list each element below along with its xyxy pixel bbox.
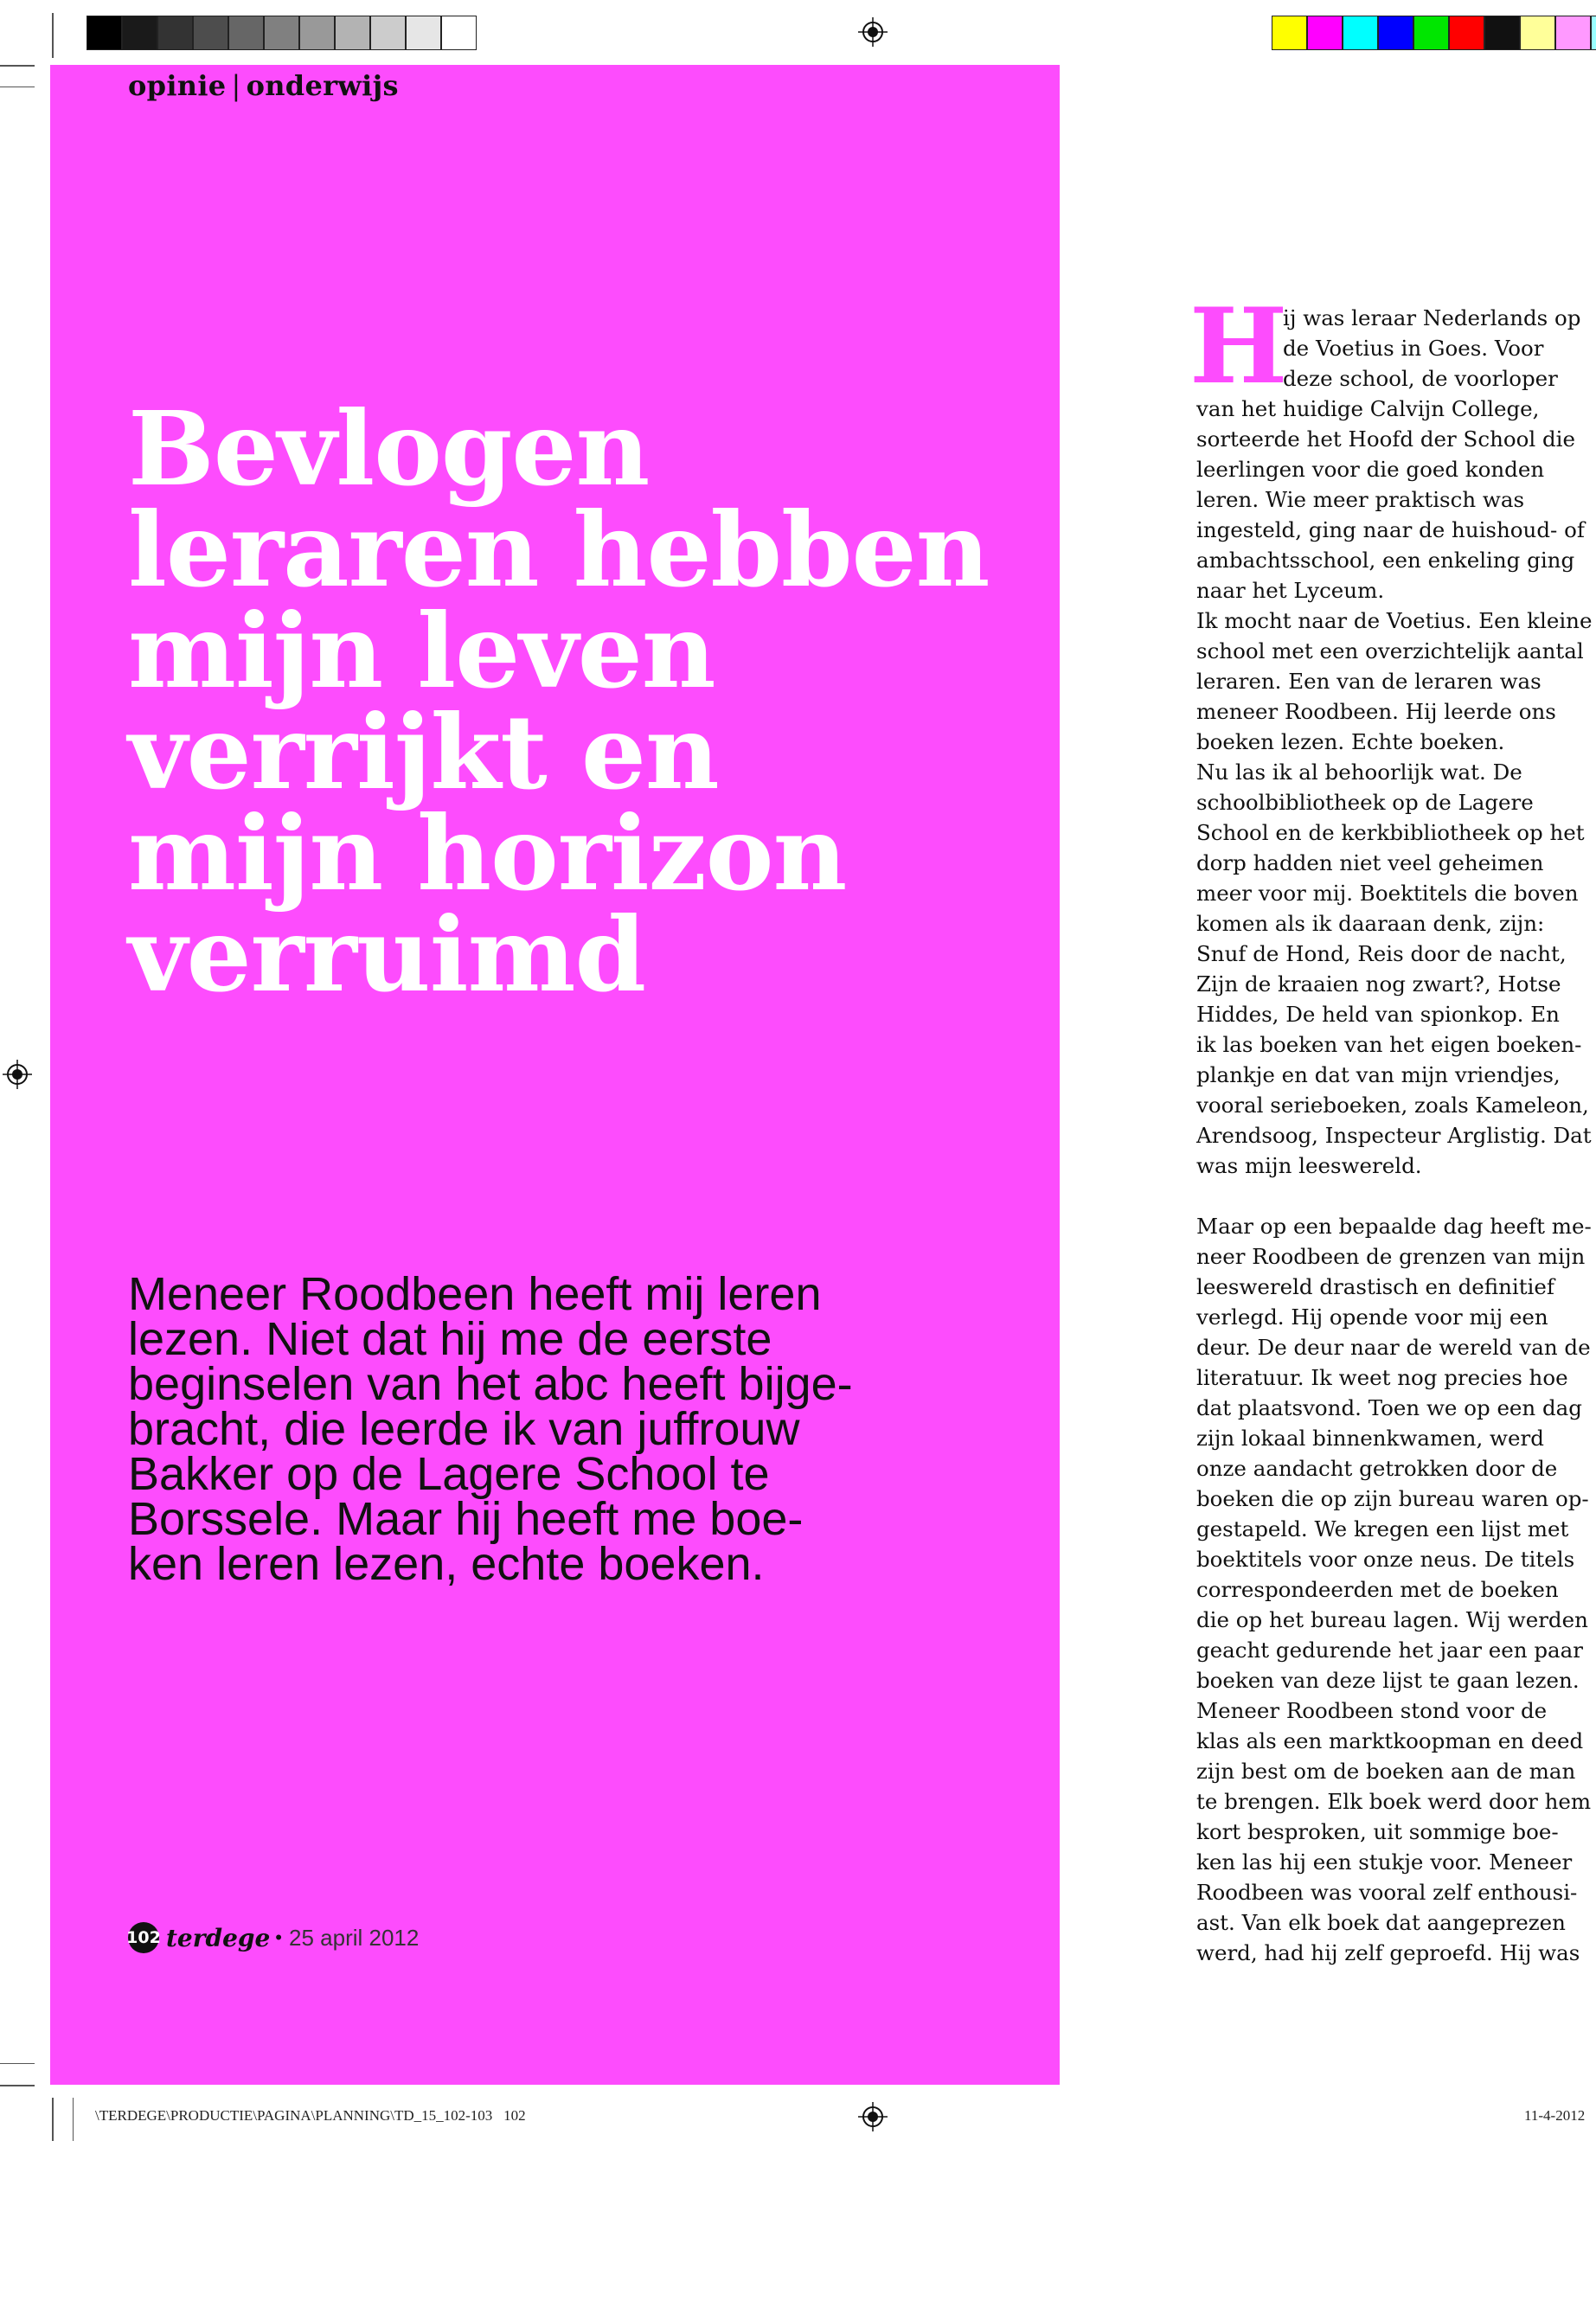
gray-swatch: [87, 16, 122, 50]
headline-line: mijn leven: [128, 591, 715, 711]
article-line: komen als ik daaraan denk, zijn:: [1196, 911, 1545, 936]
article-line: ij was leraar Nederlands op: [1283, 305, 1581, 330]
article-line: Maar op een bepaalde dag heeft me-: [1196, 1214, 1592, 1239]
color-swatch: [1413, 16, 1449, 50]
section-category: opinie: [128, 69, 227, 102]
article-line: boektitels voor onze neus. De titels: [1196, 1547, 1575, 1572]
intro-line: Meneer Roodbeen heeft mij leren: [128, 1268, 822, 1320]
crop-mark: [0, 2085, 35, 2086]
intro-line: beginselen van het abc heeft bijge-: [128, 1358, 853, 1410]
article-line: meneer Roodbeen. Hij leerde ons: [1196, 699, 1556, 724]
gray-swatch: [441, 16, 477, 50]
article-line: Zijn de kraaien nog zwart?, Hotse: [1196, 971, 1561, 997]
article-line: sorteerde het Hoofd der School die: [1196, 426, 1575, 452]
article-line: deur. De deur naar de wereld van de: [1196, 1335, 1591, 1360]
color-swatch: [1343, 16, 1378, 50]
color-swatch: [1591, 16, 1596, 50]
section-topic: onderwijs: [246, 69, 399, 102]
article-line: was mijn leeswereld.: [1196, 1153, 1422, 1178]
article-line: de Voetius in Goes. Voor: [1283, 336, 1544, 361]
registration-mark-icon: [858, 17, 888, 47]
headline-line: mijn horizon: [128, 793, 847, 913]
intro-line: Borssele. Maar hij heeft me boe-: [128, 1493, 804, 1545]
article-line: ken las hij een stukje voor. Meneer: [1196, 1849, 1573, 1875]
drop-cap: H: [1189, 285, 1288, 407]
article-line: zijn best om de boeken aan de man: [1196, 1759, 1576, 1784]
article-line: plankje en dat van mijn vriendjes,: [1196, 1062, 1561, 1087]
article-body: [1189, 285, 1593, 1968]
crop-mark: [73, 2098, 74, 2141]
page-footer: [128, 1920, 419, 1955]
article-line: ast. Van elk boek dat aangeprezen: [1196, 1910, 1566, 1935]
gray-swatch: [335, 16, 370, 50]
article-line: Roodbeen was vooral zelf enthousi-: [1196, 1880, 1578, 1905]
slug-path: [95, 2107, 526, 2125]
article-line: deze school, de voorloper: [1283, 366, 1558, 391]
article-line: kort besproken, uit sommige boe-: [1196, 1819, 1559, 1844]
gray-swatch: [193, 16, 228, 50]
slug-page: 102: [503, 2107, 526, 2124]
headline-line: leraren hebben: [128, 490, 990, 610]
article-line: neer Roodbeen de grenzen van mijn: [1196, 1244, 1586, 1269]
registration-mark-icon: [858, 2102, 888, 2131]
slug-date: 11-4-2012: [1524, 2107, 1586, 2124]
gray-swatch: [299, 16, 335, 50]
gray-swatch: [370, 16, 406, 50]
color-swatch: [1307, 16, 1343, 50]
article-line: ik las boeken van het eigen boeken-: [1196, 1032, 1582, 1057]
intro-line: lezen. Niet dat hij me de eerste: [128, 1313, 772, 1365]
article-line: vooral serieboeken, zoals Kameleon,: [1196, 1093, 1589, 1118]
gray-swatch: [157, 16, 193, 50]
headline-line: Bevlogen: [128, 388, 650, 509]
intro-line: bracht, die leerde ik van juffrouw: [128, 1403, 800, 1455]
article-line: leeswereld drastisch en definitief: [1196, 1274, 1554, 1299]
crop-mark: [52, 2098, 54, 2141]
article-line: Snuf de Hond, Reis door de nacht,: [1196, 941, 1567, 966]
article-line: Nu las ik al behoorlijk wat. De: [1196, 760, 1522, 785]
gray-swatch: [228, 16, 264, 50]
article-line: leerlingen voor die goed konden: [1196, 457, 1545, 482]
article-line: werd, had hij zelf geproefd. Hij was: [1196, 1940, 1580, 1965]
article-line: School en de kerkbibliotheek op het: [1196, 820, 1585, 845]
article-line: Ik mocht naar de Voetius. Een kleine: [1196, 608, 1593, 633]
article-line: te brengen. Elk boek werd door hem: [1196, 1789, 1592, 1814]
article-line: leraren. Een van de leraren was: [1196, 669, 1542, 694]
article-line: Meneer Roodbeen stond voor de: [1196, 1698, 1548, 1723]
article-line: meer voor mij. Boektitels die boven: [1196, 881, 1579, 906]
article-line: die op het bureau lagen. Wij werden: [1196, 1607, 1588, 1632]
article-line: ingesteld, ging naar de huishoud- of: [1196, 517, 1585, 542]
article-line: schoolbibliotheek op de Lagere: [1196, 790, 1534, 815]
crop-mark: [52, 13, 54, 58]
article-line: literatuur. Ik weet nog precies hoe: [1196, 1365, 1568, 1390]
article-line: Hiddes, De held van spionkop. En: [1196, 1002, 1560, 1027]
gray-swatch: [264, 16, 299, 50]
headline-line: verruimd: [128, 894, 645, 1015]
article-line: klas als een marktkoopman en deed: [1196, 1728, 1584, 1753]
article-line: geacht gedurende het jaar een paar: [1196, 1638, 1583, 1663]
article-line: van het huidige Calvijn College,: [1196, 396, 1540, 421]
article-line: leren. Wie meer praktisch was: [1196, 487, 1525, 512]
article-line: naar het Lyceum.: [1196, 578, 1385, 603]
section-label: [128, 69, 399, 102]
color-swatch: [1378, 16, 1413, 50]
article-line: school met een overzichtelijk aantal: [1196, 638, 1584, 663]
article-line: ambachtsschool, een enkeling ging: [1196, 548, 1575, 573]
article-line: boeken die op zijn bureau waren op-: [1196, 1486, 1589, 1511]
article-line: Arendsoog, Inspecteur Arglistig. Dat: [1196, 1123, 1592, 1148]
section-separator: |: [231, 69, 241, 102]
gray-swatch: [406, 16, 441, 50]
intro-line: Bakker op de Lagere School te: [128, 1448, 770, 1500]
color-swatch: [1520, 16, 1555, 50]
headline: [128, 388, 1002, 1015]
intro-paragraph: [128, 1268, 993, 1590]
color-swatch: [1272, 16, 1307, 50]
magenta-panel: [50, 65, 1060, 2085]
article-line: dat plaatsvond. Toen we op een dag: [1196, 1395, 1582, 1420]
article-line: zijn lokaal binnenkwamen, werd: [1196, 1426, 1544, 1451]
color-swatch: [1484, 16, 1520, 50]
gray-swatch: [122, 16, 157, 50]
article-line: boeken van deze lijst te gaan lezen.: [1196, 1668, 1580, 1693]
article-line: onze aandacht getrokken door de: [1196, 1456, 1558, 1481]
article-line: boeken lezen. Echte boeken.: [1196, 729, 1505, 754]
footer-bullet: •: [275, 1926, 282, 1948]
issue-date: 25 april 2012: [289, 1924, 420, 1951]
registration-mark-icon: [3, 1060, 32, 1089]
color-swatch: [1555, 16, 1591, 50]
crop-mark: [0, 2063, 35, 2064]
article-line: [1196, 1181, 1568, 1211]
headline-line: verrijkt en: [128, 692, 719, 812]
page-number: 102: [128, 1922, 159, 1953]
article-line: gestapeld. We kregen een lijst met: [1196, 1516, 1569, 1541]
article-line: correspondeerden met de boeken: [1196, 1577, 1559, 1602]
color-swatch: [1449, 16, 1484, 50]
slug-file-path: \TERDEGE\PRODUCTIE\PAGINA\PLANNING\TD_15_102-103: [95, 2107, 493, 2124]
intro-line: ken leren lezen, echte boeken.: [128, 1538, 765, 1590]
magazine-logo: terdege: [166, 1923, 271, 1952]
article-line: verlegd. Hij opende voor mij een: [1196, 1304, 1548, 1330]
article-line: dorp hadden niet veel geheimen: [1196, 850, 1544, 875]
crop-mark: [0, 65, 35, 67]
